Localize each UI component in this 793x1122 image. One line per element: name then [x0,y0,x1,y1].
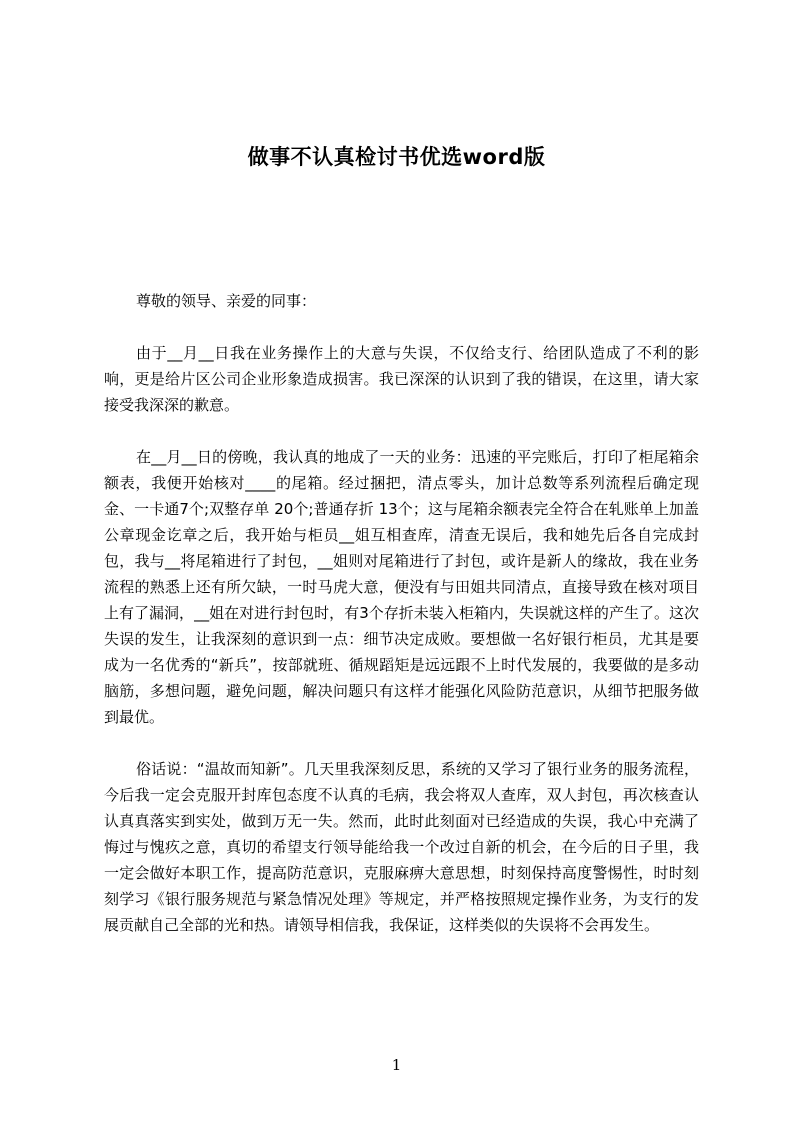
paragraph-3: 俗话说：“温故而知新”。几天里我深刻反思，系统的又学习了银行业务的服务流程，今后我一定会克服开封库包态度不认真的毛病，我会将双人查库，双人封包，再次核查认认真真落实到实处，做到万无一失。然而，此时此刻面对已经造成的失误，我心中充满了悔过与愧疚之意，真切的希望支行领导能给我一个改过自新的机会，在今后的日子里，我一定会做好本职工作，提高防范意识，克服麻痹大意思想，时刻保持高度警惕性，时时刻刻学习《银行服务规范与紧急情况处理》等规定，并严格按照规定操作业务，为支行的发展贡献自己全部的光和热。请领导相信我，我保证，这样类似的失误将不会再发生。 [104,760,699,934]
page-number: 1 [391,1056,402,1074]
salutation: 尊敬的领导、亲爱的同事： [136,292,317,310]
paragraph-2: 在__月__日的傍晚，我认真的地成了一天的业务：迅速的平完账后，打印了柜尾箱余额表，我便开始核对____的尾箱。经过捆把，清点零头，加计总数等系列流程后确定现金、一卡通7个;双整存单 20个;普通存折 13个；这与尾箱余额表完全符合在轧账单上加盖公章现金讫章之后，我开始与柜员__姐互相查库，清查无误后，我和她先后各自完成封包，我与__将尾箱进行了封包，__姐则对尾箱进行了封包，或许是新人的缘故，我在业务流程的熟悉上还有所欠缺，一时马虎大意，便没有与田姐共同清点，直接导致在核对项目上有了漏洞，__姐在对进行封包时，有3个存折未装入柜箱内，失误就这样的产生了。这次失误的发生，让我深刻的意识到一点：细节决定成败。要想做一名好银行柜员，尤其是要成为一名优秀的“新兵”，按部就班、循规蹈矩是远远跟不上时代发展的，我要做的是多动脑筋，多想问题，避免问题，解决问题只有这样才能强化风险防范意识，从细节把服务做到最优。 [104,448,699,726]
document-title: 做事不认真检讨书优选word版 [247,145,546,169]
document-body [104,288,699,964]
paragraph-1: 由于__月__日我在业务操作上的大意与失误，不仅给支行、给团队造成了不利的影响，更是给片区公司企业形象造成损害。我已深深的认识到了我的错误，在这里，请大家接受我深深的歉意。 [104,344,699,414]
